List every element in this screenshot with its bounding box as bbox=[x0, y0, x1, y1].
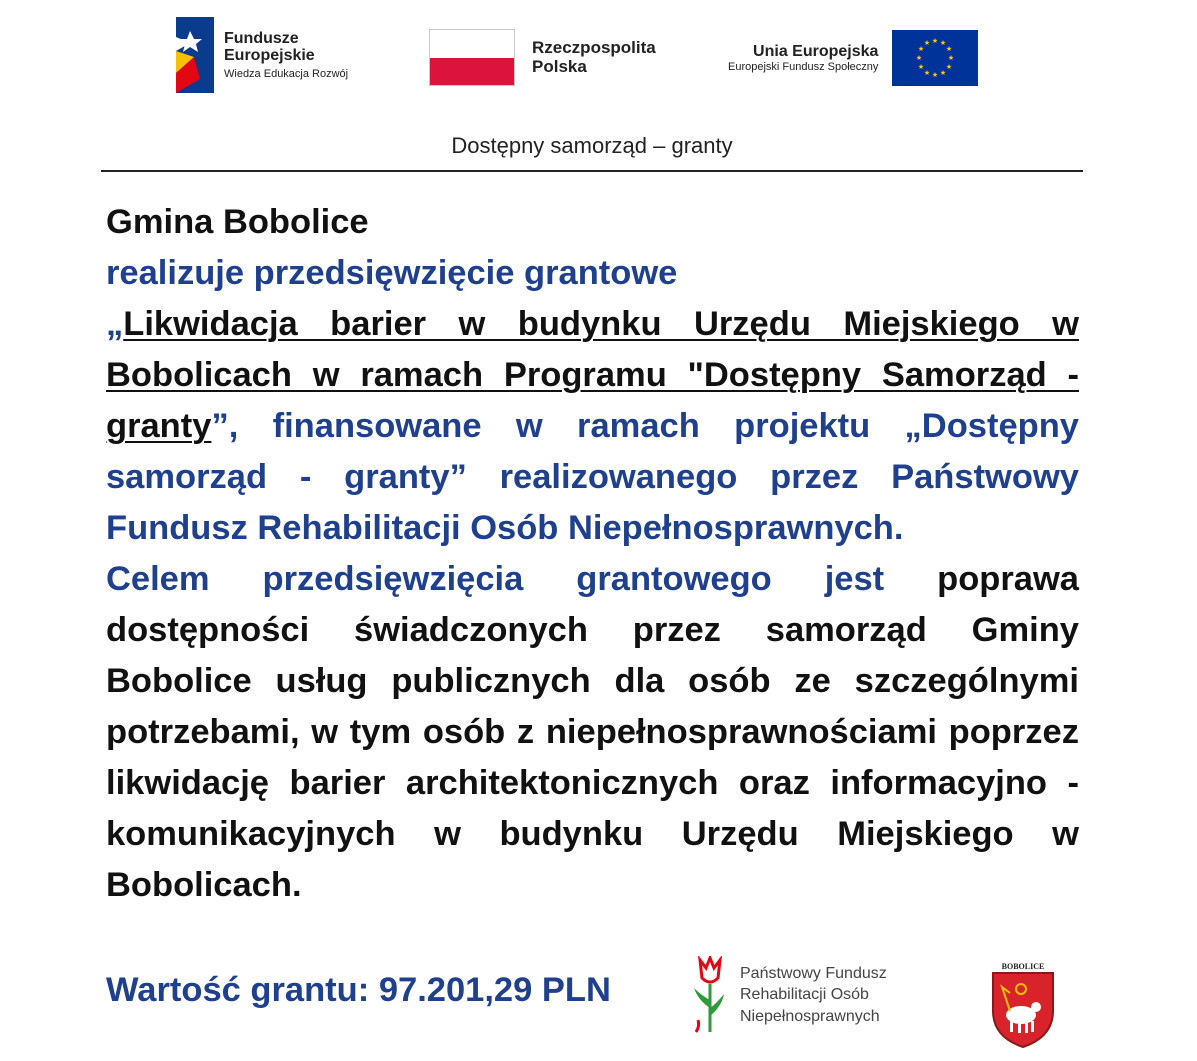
main-content bbox=[106, 197, 1079, 911]
svg-text:★: ★ bbox=[940, 69, 947, 77]
action-text: realizuje przedsięwzięcie grantowe bbox=[106, 254, 678, 292]
fundusze-line3: Wiedza Edukacja Rozwój bbox=[224, 68, 349, 81]
svg-text:★: ★ bbox=[918, 63, 925, 71]
project-title: Likwidacja barier w budynku Urzędu Miejskiego w Bobolicach w ramach Programu "Dostępny Samorząd - granty bbox=[106, 305, 1079, 445]
org-name: Gmina Bobolice bbox=[106, 203, 369, 241]
project-paragraph bbox=[106, 299, 1079, 554]
goal-text: poprawa dostępności świadczonych przez samorząd Gminy Bobolice usług publicznych dla osób ze szczególnymi potrzebami, w tym osób z niepełnosprawnościami poprzez likwidację barier architektonicznych oraz informacyjno - komunikacyjnych w budynku Urzędu Miejskiego w Bobolicach. bbox=[106, 560, 1079, 904]
fundusze-europejskie-logo bbox=[172, 17, 348, 93]
poland-flag-icon bbox=[429, 29, 515, 86]
ue-line2: Europejski Fundusz Społeczny bbox=[728, 61, 879, 73]
fundusze-line2: Europejskie bbox=[224, 47, 315, 65]
svg-text:★: ★ bbox=[916, 54, 923, 62]
fundusze-line1: Fundusze bbox=[224, 29, 299, 47]
goal-paragraph bbox=[106, 554, 1079, 911]
unia-europejska-logo bbox=[728, 30, 978, 86]
herb-caption: BOBOLICE bbox=[1001, 962, 1045, 971]
svg-text:★: ★ bbox=[948, 54, 955, 62]
svg-text:★: ★ bbox=[932, 71, 939, 79]
coat-of-arms-icon bbox=[988, 971, 1058, 1049]
pfron-line3: Niepełnosprawnych bbox=[740, 1007, 880, 1025]
quote-open: „ bbox=[106, 305, 124, 343]
logo-bar bbox=[0, 0, 1197, 110]
grant-value: Wartość grantu: 97.201,29 PLN bbox=[106, 971, 611, 1009]
svg-text:★: ★ bbox=[946, 45, 953, 53]
bobolice-coat-of-arms bbox=[988, 962, 1058, 1054]
svg-text:★: ★ bbox=[932, 37, 939, 45]
svg-text:★: ★ bbox=[946, 63, 953, 71]
svg-text:★: ★ bbox=[940, 39, 947, 47]
pfron-line2: Rehabilitacji Osób bbox=[740, 986, 869, 1004]
svg-text:★: ★ bbox=[924, 69, 931, 77]
rzeczpospolita-polska-logo bbox=[429, 29, 656, 86]
pfron-line1: Państwowy Fundusz bbox=[740, 964, 887, 982]
svg-text:★: ★ bbox=[918, 45, 925, 53]
quote-close: ” bbox=[211, 407, 229, 445]
tulip-icon bbox=[690, 956, 726, 1034]
goal-lead: Celem przedsięwzięcia grantowego jest bbox=[106, 560, 885, 598]
rp-line1: Rzeczpospolita bbox=[532, 37, 656, 57]
ue-line1: Unia Europejska bbox=[753, 42, 879, 60]
header-title: Dostępny samorząd – granty bbox=[451, 133, 733, 158]
financing-text: , finansowane w ramach projektu „Dostępny samorząd - granty” realizowanego przez Państwowy Fundusz Rehabilitacji Osób Niepełnosprawnych. bbox=[106, 407, 1079, 547]
header bbox=[101, 126, 1083, 172]
pfron-logo bbox=[690, 956, 887, 1034]
rp-line2: Polska bbox=[532, 56, 587, 76]
fundusze-europejskie-emblem-icon bbox=[172, 17, 214, 93]
eu-flag-icon bbox=[892, 30, 978, 86]
svg-text:★: ★ bbox=[924, 39, 931, 47]
